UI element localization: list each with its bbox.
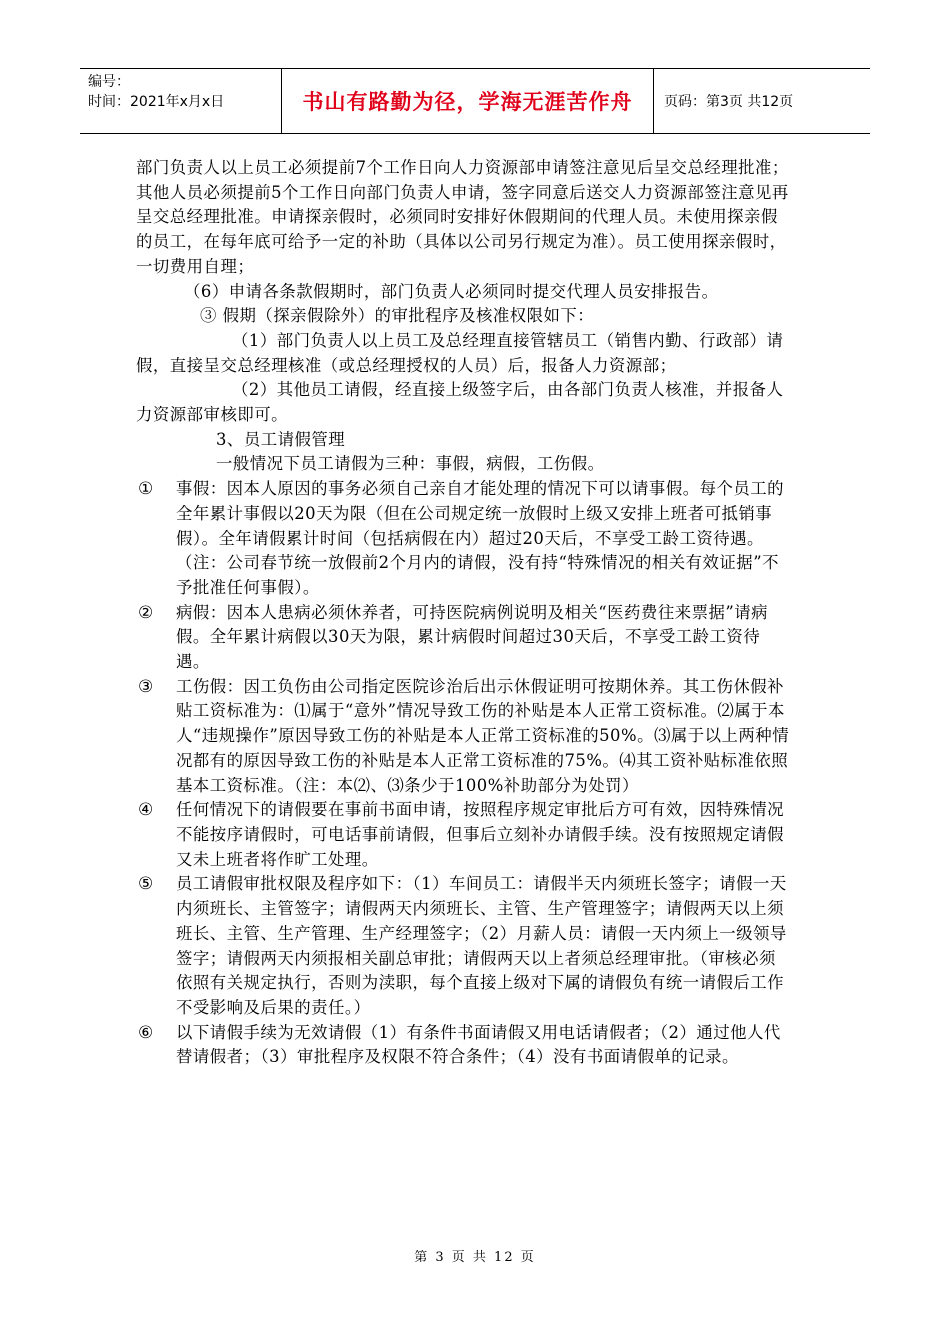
list-item-text: 事假：因本人原因的事务必须自己亲自才能处理的情况下可以请事假。每个员工的全年累计事假以20天为限（但在公司规定统一放假时上级又安排上班者可抵销事假）。全年请假累计时间（包括病假在内）超过20天后，不享受工龄工资待遇。（注：公司春节统一放假前2个月内的请假，没有持“特殊情况的相关有效证据”不予批准任何事假）。 <box>176 479 785 597</box>
list-item-text: 工伤假：因工负伤由公司指定医院诊治后出示休假证明可按期休养。其工伤休假补贴工资标准为：⑴属于“意外”情况导致工伤的补贴是本人正常工资标准。⑵属于本人“违规操作”原因导致工伤的补贴是本人正常工资标准的50%。⑶属于以上两种情况都有的原因导致工伤的补贴是本人正常工资标准的75%。⑷其工资补贴标准依照基本工资标准。（注：本⑵、⑶条少于100%补助部分为处罚） <box>176 676 790 795</box>
list-number: ⑤ <box>138 874 154 895</box>
document-date: 时间：2021年x月x日 <box>88 94 225 110</box>
list-number: ① <box>138 479 154 500</box>
paragraph-leave-agent: （6）申请各条款假期时，部门负责人必须同时提交代理人员安排报告。 <box>184 281 719 301</box>
list-item <box>136 798 792 872</box>
document-body <box>136 156 792 1070</box>
list-item-text: 员工请假审批权限及程序如下：（1）车间员工：请假半天内须班长签字；请假一天内须班长、主管签字；请假两天内须班长、主管、生产管理签字；请假两天以上须班长、主管、生产管理、生产经理签字；（2）月薪人员：请假一天内须上一级领导签字；请假两天内须报相关副总审批；请假两天以上者须总经理审批。（审核必须依照有关规定执行，否则为渎职，每个直接上级对下属的请假负有统一请假后工作不受影响及后果的责任。） <box>176 874 787 1017</box>
document-number: 编号： <box>88 74 130 90</box>
header-page-info: 页码：第3页 共12页 <box>664 94 794 110</box>
header-motto: 书山有路勤为径，学海无涯苦作舟 <box>282 69 654 133</box>
list-number: ③ <box>138 676 154 697</box>
list-number: ④ <box>138 800 154 821</box>
paragraph-approval-rule-1: （1）部门负责人以上员工及总经理直接管辖员工（销售内勤、行政部）请假，直接呈交总经理核准（或总经理授权的人员）后，报备人力资源部； <box>136 330 784 375</box>
paragraph-leave-types: 一般情况下员工请假为三种：事假，病假，工伤假。 <box>216 454 605 474</box>
header-meta <box>80 69 282 133</box>
page-footer: 第 3 页 共 12 页 <box>414 1250 536 1265</box>
list-item <box>136 1021 792 1070</box>
list-item <box>136 872 792 1020</box>
list-item <box>136 675 792 799</box>
section-heading: 3、员工请假管理 <box>216 429 346 449</box>
list-item-text: 病假：因本人患病必须休养者，可持医院病例说明及相关“医药费往来票据”请病假。全年累计病假以30天为限，累计病假时间超过30天后，不享受工龄工资待遇。 <box>176 602 769 672</box>
page-header <box>80 68 870 134</box>
list-number: ⑥ <box>138 1022 154 1043</box>
list-item <box>136 601 792 675</box>
list-item-text: 以下请假手续为无效请假（1）有条件书面请假又用电话请假者；（2）通过他人代替请假者；（3）审批程序及权限不符合条件；（4）没有书面请假单的记录。 <box>176 1022 781 1067</box>
list-number: ② <box>138 602 154 623</box>
list-item <box>136 477 792 601</box>
list-item-text: 任何情况下的请假要在事前书面申请，按照程序规定审批后方可有效，因特殊情况不能按序请假时，可电话事前请假，但事后立刻补办请假手续。没有按照规定请假又未上班者将作旷工处理。 <box>176 800 785 869</box>
paragraph-home-leave: 部门负责人以上员工必须提前7个工作日向人力资源部申请签注意见后呈交总经理批准；其他人员必须提前5个工作日向部门负责人申请，签字同意后送交人力资源部签注意见再呈交总经理批准。申请探亲假时，必须同时安排好休假期间的代理人员。未使用探亲假的员工，在每年底可给予一定的补助（具体以公司另行规定为准）。员工使用探亲假时，一切费用自理； <box>136 158 789 276</box>
paragraph-approval-rule-2: （2）其他员工请假，经直接上级签字后，由各部门负责人核准，并报备人力资源部审核即可。 <box>136 380 784 425</box>
paragraph-approval-heading: ③ 假期（探亲假除外）的审批程序及核准权限如下： <box>200 306 595 326</box>
